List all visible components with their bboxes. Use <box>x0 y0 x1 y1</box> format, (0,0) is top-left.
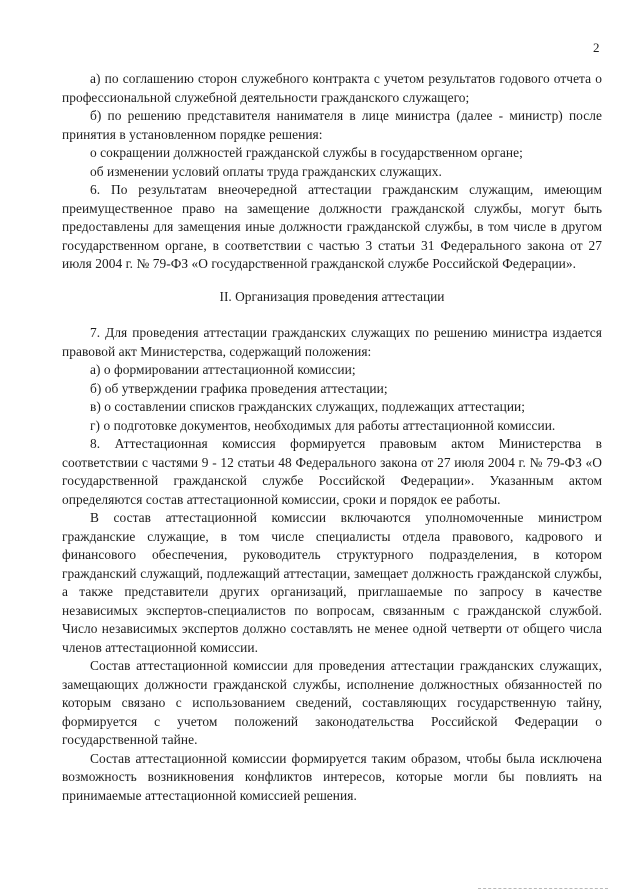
footer-dashed-line <box>478 886 608 889</box>
paragraph-5b-item-1: о сокращении должностей гражданской службы в государственном органе; <box>90 145 523 160</box>
paragraph-5a: а) по соглашению сторон служебного контракта с учетом результатов годового отчета о профессиональной служебной деятельности гражданского служащего; <box>62 71 602 105</box>
paragraph-7: 7. Для проведения аттестации гражданских служащих по решению министра издается правовой акт Министерства, содержащий положения: <box>62 325 602 359</box>
paragraph-5b-item-2: об изменении условий оплаты труда гражданских служащих. <box>90 163 442 179</box>
paragraph-state-secret: Состав аттестационной комиссии для проведения аттестации гражданских служащих, замещающих должности гражданской службы, исполнение должностных обязанностей по которым связано с использованием сведений, составляющих государственную тайну, формируется с учетом положений законодательства Российской Федерации о государственной тайне. <box>62 658 602 747</box>
paragraph-6: 6. По результатам внеочередной аттестации гражданским служащим, имеющим преимущественное право на замещение должности гражданской службы, могут быть предоставлены для замещения иные должности гражданской службы, в том числе в другом государственном органе, в соответствии с частью 3 статьи 31 Федерального закона от 27 июля 2004 г. № 79-ФЗ «О государственной гражданской службе Российской Федерации». <box>62 182 602 271</box>
paragraph-5b: б) по решению представителя нанимателя в лице министра (далее - министр) после принятия в установленном порядке решения: <box>62 108 602 142</box>
paragraph-conflict-of-interest: Состав аттестационной комиссии формируется таким образом, чтобы была исключена возможность возникновения конфликтов интересов, которые могли бы повлиять на принимаемые аттестационной комиссией решения. <box>62 750 602 803</box>
paragraph-8: 8. Аттестационная комиссия формируется правовым актом Министерства в соответствии с частями 9 - 12 статьи 48 Федерального закона от 27 июля 2004 г. № 79-ФЗ «О государственной гражданской службе Российской Федерации». Указанным актом определяются состав аттестационной комиссии, сроки и порядок ее работы. <box>62 436 602 507</box>
paragraph-7b: б) об утверждении графика проведения аттестации; <box>90 380 388 396</box>
paragraph-7c: в) о составлении списков гражданских служащих, подлежащих аттестации; <box>90 399 526 414</box>
section-heading: II. Организация проведения аттестации <box>219 288 445 304</box>
document-body <box>62 70 602 805</box>
paragraph-7d: г) о подготовке документов, необходимых для работы аттестационной комиссии. <box>90 417 556 433</box>
page-number: 2 <box>593 40 600 55</box>
paragraph-7a: а) о формировании аттестационной комиссии; <box>90 362 356 377</box>
paragraph-commission-members: В состав аттестационной комиссии включаются уполномоченные министром гражданские служащие, в том числе специалисты отдела правового, кадрового и финансового обеспечения, руководитель структурного подразделения, в котором гражданский служащий, подлежащий аттестации, замещает должность гражданской службы, а также представители других организаций, приглашаемые по запросу в качестве независимых экспертов-специалистов по вопросам, связанным с гражданской службой. Число независимых экспертов должно составлять не менее одной четверти от общего числа членов аттестационной комиссии. <box>62 510 602 655</box>
